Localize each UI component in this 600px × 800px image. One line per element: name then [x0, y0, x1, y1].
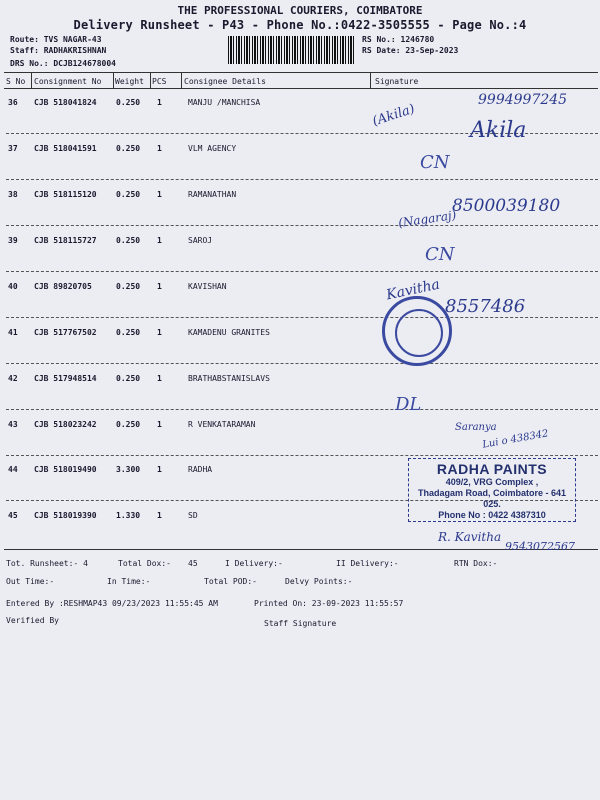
row-consignment: CJB 518041824 [34, 98, 97, 107]
handwritten-name: (Nagaraj) [397, 207, 458, 231]
handwritten-mark: CN [425, 244, 455, 265]
tot-runsheet: Tot. Runsheet:- 4 [6, 559, 88, 568]
barcode [228, 36, 356, 64]
company-stamp [408, 458, 576, 522]
row-pcs: 1 [157, 511, 162, 520]
row-consignment: CJB 518019390 [34, 511, 97, 520]
col-divider [370, 73, 371, 88]
row-sno: 41 [8, 328, 18, 337]
row-weight: 0.250 [116, 328, 141, 337]
row-pcs: 1 [157, 374, 162, 383]
ii-delivery: II Delivery:- [336, 559, 399, 568]
stamp-company-name: RADHA PAINTS [436, 461, 548, 477]
row-consignee: VLM AGENCY [188, 144, 237, 153]
row-pcs: 1 [157, 282, 162, 291]
row-pcs: 1 [157, 420, 162, 429]
handwritten-phone: Lui o 438342 [481, 428, 550, 451]
entered-by: Entered By :RESHMAP43 09/23/2023 11:55:45 AM [6, 599, 218, 608]
handwritten-name: (Akila) [370, 101, 417, 130]
row-consignment: CJB 89820705 [34, 282, 92, 291]
out-time: Out Time:- [6, 577, 55, 586]
row-consignment: CJB 518023242 [34, 420, 97, 429]
handwritten-phone: 8557486 [445, 296, 526, 317]
row-sno: 44 [8, 465, 18, 474]
col-weight: Weight [115, 77, 144, 86]
staff-label: Staff: RADHAKRISHNAN [10, 46, 107, 55]
rtn-dox: RTN Dox:- [454, 559, 498, 568]
row-weight: 0.250 [116, 98, 141, 107]
stamp-phone: Phone No : 0422 4387310 [438, 510, 546, 520]
row-consignment: CJB 518019490 [34, 465, 97, 474]
printed-on: Printed On: 23-09-2023 11:55:57 [254, 599, 404, 608]
row-separator [6, 317, 598, 318]
row-pcs: 1 [157, 328, 162, 337]
handwritten-name: Saranya [455, 422, 497, 433]
row-pcs: 1 [157, 236, 162, 245]
col-divider [31, 73, 32, 88]
drs-number: DRS No.: DCJB124678004 [10, 59, 116, 68]
row-sno: 42 [8, 374, 18, 383]
row-weight: 0.250 [116, 144, 141, 153]
header-bottom-rule [4, 88, 598, 89]
header-top-rule [4, 72, 598, 73]
stamp-address-line: 409/2, VRG Complex , [445, 477, 539, 487]
row-weight: 0.250 [116, 420, 141, 429]
handwritten-phone: 9543072567 [505, 540, 575, 553]
row-weight: 0.250 [116, 236, 141, 245]
row-consignee: KAMADENU GRANITES [188, 328, 270, 337]
handwritten-mark: DL [395, 394, 422, 415]
row-consignee: MANJU /MANCHISA [188, 98, 261, 107]
row-consignee: BRATHABSTANISLAVS [188, 374, 270, 383]
row-separator [6, 363, 598, 364]
row-consignment: CJB 517767502 [34, 328, 97, 337]
col-divider [113, 73, 114, 88]
row-sno: 36 [8, 98, 18, 107]
rs-date: RS Date: 23-Sep-2023 [362, 46, 459, 55]
row-consignee: RAMANATHAN [188, 190, 237, 199]
rs-number: RS No.: 1246780 [362, 35, 435, 44]
row-pcs: 1 [157, 465, 162, 474]
stamp-address-line: Thadagam Road, Coimbatore - 641 025. [417, 488, 567, 509]
row-separator [6, 271, 598, 272]
round-rubber-stamp [382, 296, 452, 366]
handwritten-name: R. Kavitha [438, 530, 502, 544]
row-consignee: SAROJ [188, 236, 213, 245]
col-divider [150, 73, 151, 88]
col-sno: S No [6, 77, 26, 86]
row-sno: 45 [8, 511, 18, 520]
row-weight: 0.250 [116, 374, 141, 383]
handwritten-signature: Akila [470, 118, 527, 143]
row-consignment: CJB 518041591 [34, 144, 97, 153]
in-time: In Time:- [107, 577, 151, 586]
row-weight: 0.250 [116, 282, 141, 291]
company-title: THE PROFESSIONAL COURIERS, COIMBATORE [177, 4, 423, 17]
col-consignee: Consignee Details [184, 77, 266, 86]
total-dox-value: 45 [188, 559, 198, 568]
row-consignee: RADHA [188, 465, 213, 474]
row-pcs: 1 [157, 144, 162, 153]
row-separator [6, 409, 598, 410]
total-pod: Total POD:- [204, 577, 257, 586]
staff-signature: Staff Signature [264, 619, 337, 628]
handwritten-name: Kavitha [384, 276, 442, 304]
row-sno: 37 [8, 144, 18, 153]
row-consignee: SD [188, 511, 198, 520]
col-signature: Signature [375, 77, 419, 86]
handwritten-phone: 8500039180 [452, 196, 561, 216]
total-dox-label: Total Dox:- [118, 559, 171, 568]
col-consignment: Consignment No [34, 77, 102, 86]
verified-by: Verified By [6, 616, 59, 625]
row-sno: 43 [8, 420, 18, 429]
i-delivery: I Delivery:- [225, 559, 283, 568]
row-sno: 38 [8, 190, 18, 199]
row-consignment: CJB 518115120 [34, 190, 97, 199]
row-weight: 3.300 [116, 465, 141, 474]
delvy-points: Delvy Points:- [285, 577, 353, 586]
row-consignee: KAVISHAN [188, 282, 227, 291]
col-pcs: PCS [152, 77, 167, 86]
row-sno: 40 [8, 282, 18, 291]
row-consignment: CJB 518115727 [34, 236, 97, 245]
runsheet-title: Delivery Runsheet - P43 - Phone No.:0422-3505555 - Page No.:4 [73, 18, 527, 32]
handwritten-phone: 9994997245 [478, 92, 568, 108]
handwritten-mark: CN [420, 152, 450, 173]
row-separator [6, 179, 598, 180]
row-separator [6, 225, 598, 226]
row-sno: 39 [8, 236, 18, 245]
row-consignee: R VENKATARAMAN [188, 420, 256, 429]
row-separator [6, 455, 598, 456]
col-divider [181, 73, 182, 88]
route-label: Route: TVS NAGAR-43 [10, 35, 102, 44]
row-pcs: 1 [157, 190, 162, 199]
row-consignment: CJB 517948514 [34, 374, 97, 383]
row-pcs: 1 [157, 98, 162, 107]
row-weight: 1.330 [116, 511, 141, 520]
row-weight: 0.250 [116, 190, 141, 199]
